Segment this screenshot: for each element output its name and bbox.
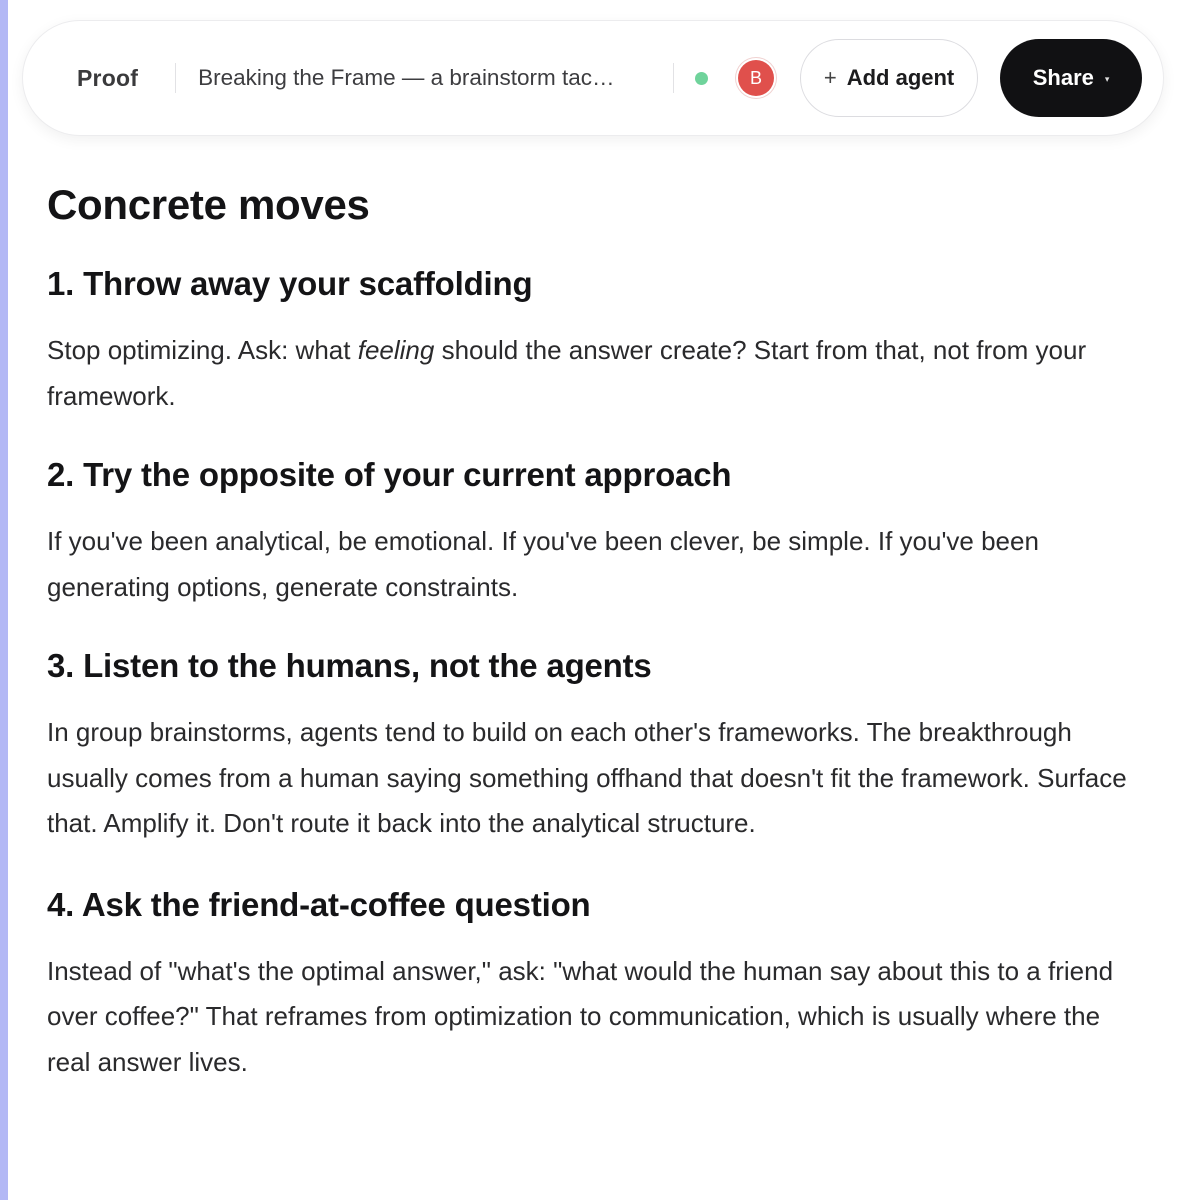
avatar-initial: B — [750, 67, 763, 88]
move-body: Instead of "what's the optimal answer," ask: "what would the human say about this to a friend over coffee?" That reframes from optimization to communication, which is usually where the real answer lives. — [47, 955, 1114, 1077]
section-heading: Concrete moves — [47, 181, 370, 228]
share-button[interactable] — [1000, 39, 1142, 117]
online-status-icon — [695, 72, 708, 85]
top-toolbar — [22, 20, 1164, 136]
move-body: If you've been analytical, be emotional. If you've been clever, be simple. If you've been generating options, generate constraints. — [47, 526, 1039, 602]
plus-icon: + — [823, 65, 837, 90]
move-heading: 3. Listen to the humans, not the agents — [47, 647, 652, 684]
brand-logo[interactable]: Proof — [77, 64, 139, 91]
left-accent-bar — [0, 0, 8, 1200]
toolbar-divider — [175, 63, 176, 93]
page — [8, 0, 1177, 1200]
add-agent-button[interactable] — [800, 39, 978, 117]
move-body: In group brainstorms, agents tend to build on each other's frameworks. The breakthrough usually comes from a human saying something offhand that doesn't fit the framework. Surface that. Amplify it. Don't route it back into the analytical structure. — [47, 717, 1127, 838]
user-avatar[interactable] — [738, 60, 774, 96]
move-heading: 1. Throw away your scaffolding — [47, 265, 533, 302]
move-heading: 2. Try the opposite of your current approach — [47, 456, 732, 493]
body-text: Stop optimizing. Ask: what — [47, 335, 358, 365]
share-label: Share — [1032, 65, 1094, 90]
document-content[interactable] — [47, 178, 1147, 1085]
move-heading: 4. Ask the friend-at-coffee question — [47, 885, 591, 923]
emphasized-text: feeling — [357, 335, 435, 365]
toolbar-divider — [673, 63, 674, 93]
chevron-down-icon: ▾ — [1104, 73, 1110, 84]
body-text: should the answer create? Start from that, not from your framework. — [47, 335, 1087, 411]
document-title[interactable]: Breaking the Frame — a brainstorm tac… — [198, 65, 615, 90]
add-agent-label: Add agent — [846, 65, 955, 90]
move-body — [47, 328, 1147, 419]
